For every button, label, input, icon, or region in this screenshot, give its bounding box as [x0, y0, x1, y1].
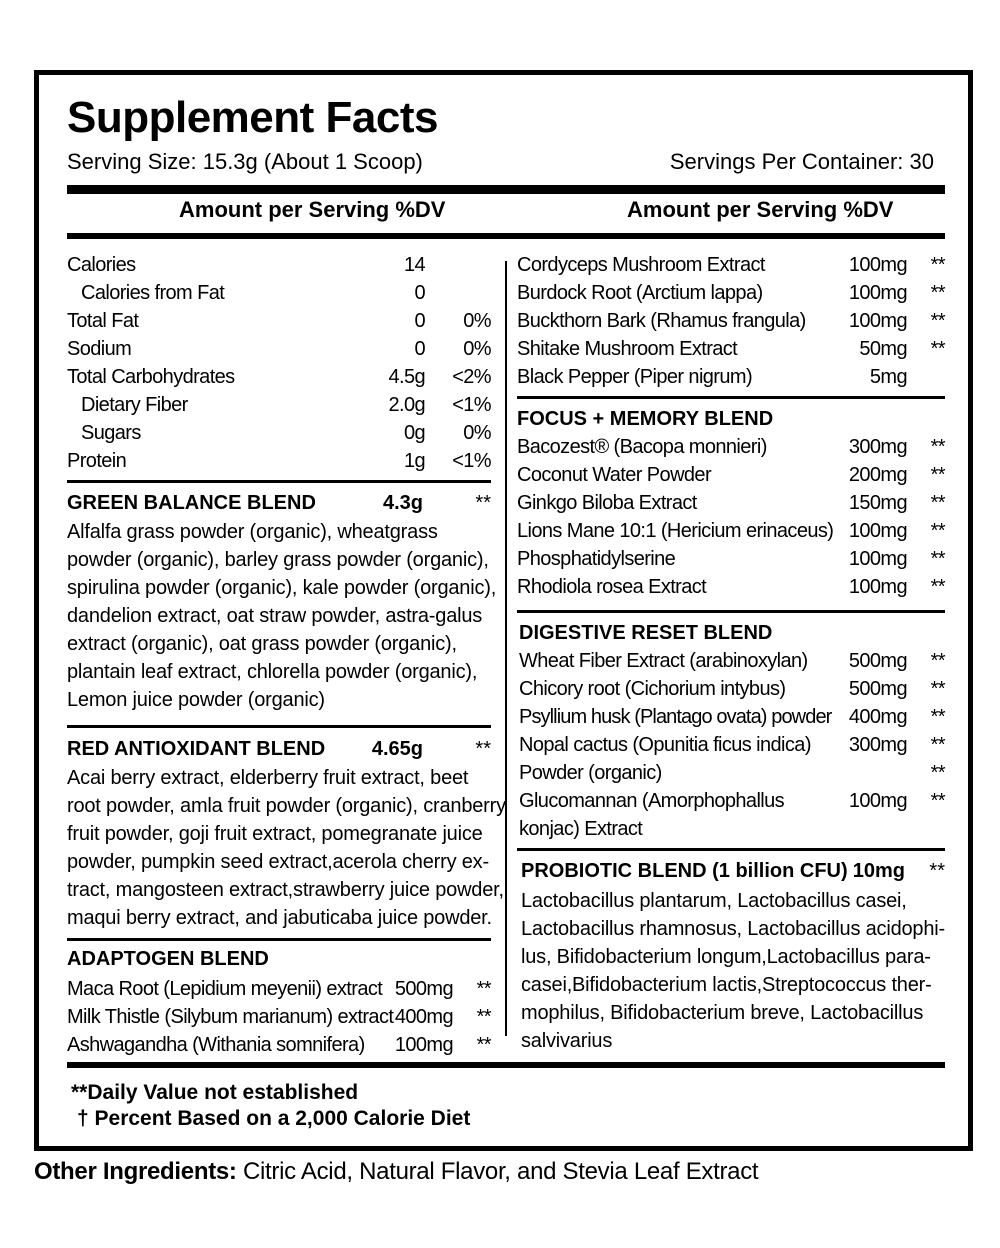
dv-footnote: **Daily Value not established	[71, 1081, 359, 1104]
thick-rule-bottom	[67, 1062, 945, 1068]
list-item: Sodium 0 0%	[67, 338, 491, 360]
list-item: Bacozest® (Bacopa monnieri) 300mg **	[517, 436, 945, 458]
list-item: Calories from Fat 0	[81, 282, 425, 304]
list-item: Dietary Fiber 2.0g <1%	[81, 394, 491, 416]
list-item: Rhodiola rosea Extract 100mg **	[517, 576, 945, 598]
servings-per-container: Servings Per Container: 30	[669, 149, 934, 174]
red-blend-ingredients: Acai berry extract, elderberry fruit extract, beet root powder, amla fruit powder (organic), cranberry fruit powder, goji fruit extract, pomegranate juice powder, pumpkin seed extract,acerola cherry ex- tract, mangosteen extract,strawberry juice powder, maqui berry extract, and jabuticaba juice powder.	[67, 767, 506, 929]
col-head-right: Amount per Serving %DV	[627, 197, 894, 222]
list-item: Ginkgo Biloba Extract 150mg **	[517, 492, 945, 514]
serving-size: Serving Size: 15.3g (About 1 Scoop)	[67, 149, 423, 174]
list-item: Sugars 0g 0%	[81, 422, 491, 444]
list-item: Total Carbohydrates 4.5g <2%	[67, 366, 491, 388]
list-item: Buckthorn Bark (Rhamus frangula) 100mg **	[517, 310, 945, 332]
rule-after-nutrition	[67, 480, 491, 483]
list-item: Calories 14	[67, 254, 425, 276]
list-item: Black Pepper (Piper nigrum) 5mg	[517, 366, 907, 388]
digestive-blend-heading: DIGESTIVE RESET BLEND	[519, 622, 773, 644]
list-item: Protein 1g <1%	[67, 450, 491, 472]
list-item: Maca Root (Lepidium meyenii) extract 500mg **	[67, 978, 491, 1000]
adaptogen-blend-heading: ADAPTOGEN BLEND	[67, 948, 269, 970]
other-ingredients	[34, 1158, 758, 1186]
list-item: Powder (organic) **	[519, 762, 945, 784]
probiotic-ingredients: Lactobacillus plantarum, Lactobacillus casei, Lactobacillus rhamnosus, Lactobacillus acidophi- lus, Bifidobacterium longum,Lactobacillus para- casei,Bifidobacterium lactis,Streptococcus ther- mophilus, Bifidobacterium breve, Lactobacillus salvivarius	[521, 890, 945, 1052]
green-blend-ingredients: Alfalfa grass powder (organic), wheatgrass powder (organic), barley grass powder (organic), spirulina powder (organic), kale powder (organic), dandelion extract, oat straw powder, astra-galus extract (organic), oat grass powder (organic), plantain leaf extract, chlorella powder (organic), Lemon juice powder (organic)	[67, 521, 497, 711]
green-blend-heading: GREEN BALANCE BLEND 4.3g **	[67, 492, 491, 514]
list-item: Nopal cactus (Opunitia ficus indica) 300mg **	[519, 734, 945, 756]
focus-blend-heading: FOCUS + MEMORY BLEND	[517, 408, 774, 430]
rule-before-focus	[517, 396, 945, 399]
list-item: konjac) Extract	[519, 818, 643, 840]
list-item: Lions Mane 10:1 (Hericium erinaceus) 100mg **	[517, 520, 945, 542]
list-item: Cordyceps Mushroom Extract 100mg **	[517, 254, 945, 276]
list-item: Wheat Fiber Extract (arabinoxylan) 500mg **	[519, 650, 945, 672]
list-item: Glucomannan (Amorphophallus 100mg **	[519, 790, 945, 812]
thick-rule-head	[67, 233, 945, 239]
list-item: Total Fat 0 0%	[67, 310, 491, 332]
panel-title: Supplement Facts	[67, 93, 438, 142]
list-item: Phosphatidylserine 100mg **	[517, 548, 945, 570]
list-item: Shitake Mushroom Extract 50mg **	[517, 338, 945, 360]
list-item: Burdock Root (Arctium lappa) 100mg **	[517, 282, 945, 304]
list-item: Milk Thistle (Silybum marianum) extract 400mg **	[67, 1006, 491, 1028]
red-blend-heading: RED ANTIOXIDANT BLEND 4.65g **	[67, 738, 491, 760]
percent-footnote: † Percent Based on a 2,000 Calorie Diet	[77, 1107, 471, 1130]
rule-after-red	[67, 938, 491, 941]
list-item: Psyllium husk (Plantago ovata) powder 400mg **	[519, 706, 945, 728]
thick-rule-top	[67, 185, 945, 194]
rule-before-probiotic	[517, 848, 945, 851]
list-item: Coconut Water Powder 200mg **	[517, 464, 945, 486]
other-ingredients-label: Other Ingredients:	[34, 1158, 237, 1185]
rule-after-green	[67, 725, 491, 728]
supplement-facts-panel	[34, 70, 973, 1151]
probiotic-blend-heading: PROBIOTIC BLEND (1 billion CFU) 10mg **	[521, 860, 945, 882]
rule-before-digestive	[517, 610, 945, 613]
list-item: Ashwagandha (Withania somnifera) 100mg **	[67, 1034, 491, 1056]
list-item: Chicory root (Cichorium intybus) 500mg **	[519, 678, 945, 700]
col-head-left: Amount per Serving %DV	[179, 197, 446, 222]
other-ingredients-text: Citric Acid, Natural Flavor, and Stevia Leaf Extract	[236, 1158, 759, 1185]
